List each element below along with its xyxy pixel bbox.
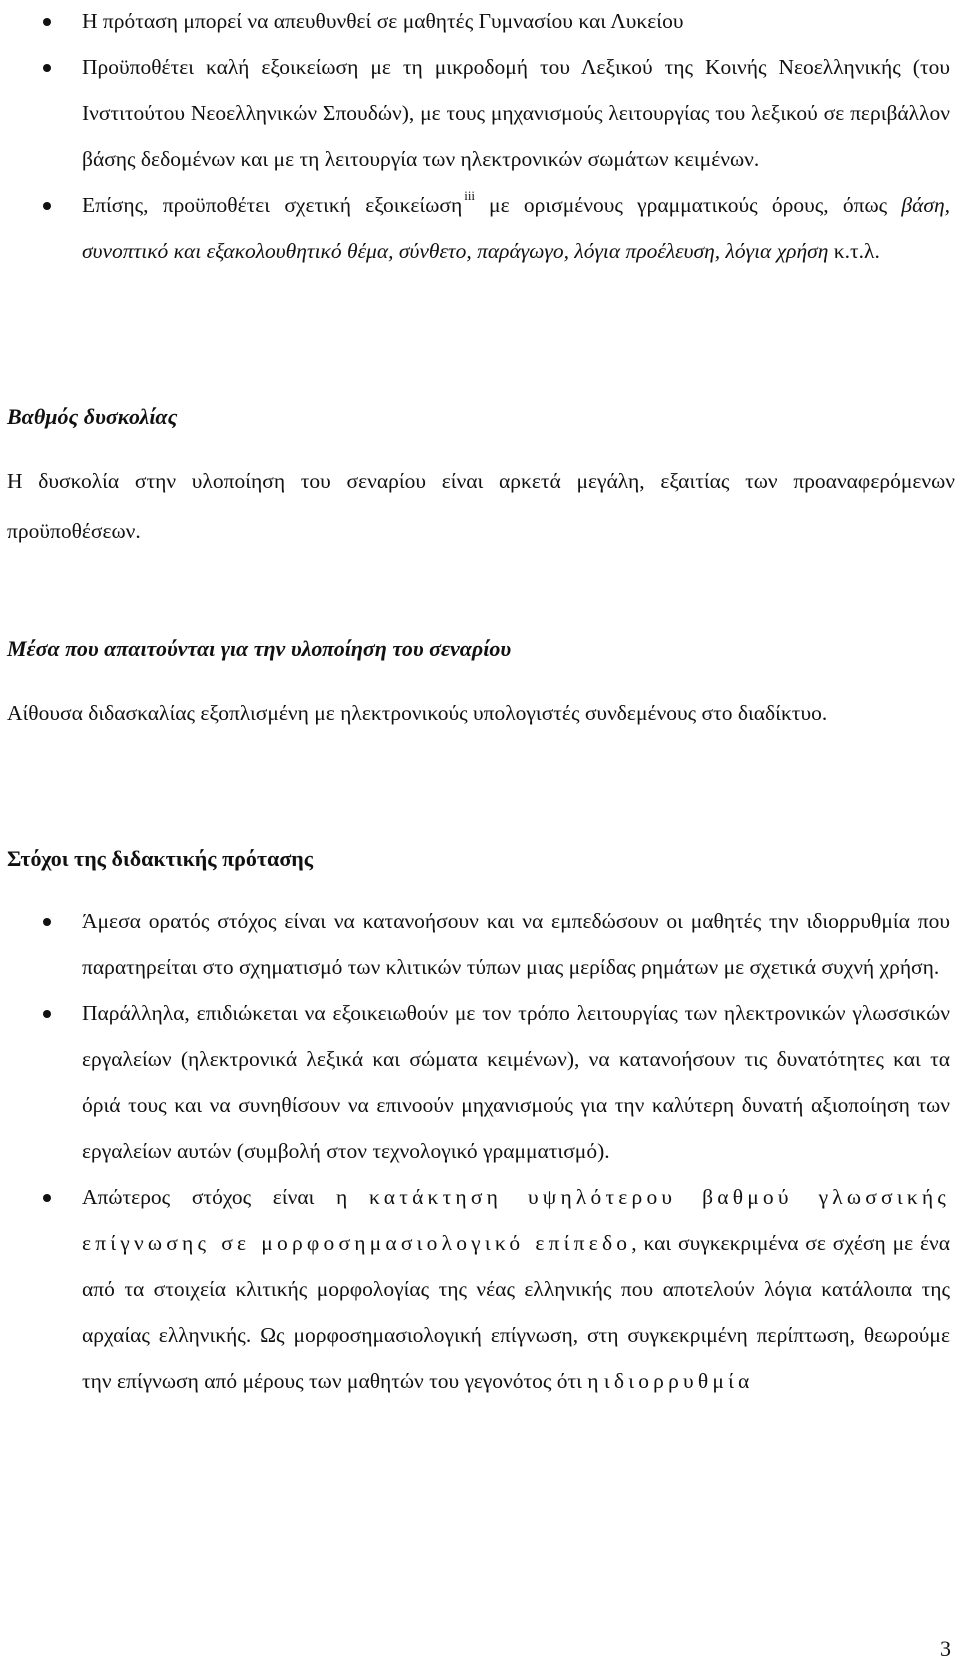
- grammatical-terms: βάση, συνοπτικό και εξακολουθητικό θέμα, σύνθετο, παράγωγο, λόγια προέλευση, λόγια χρήση: [82, 193, 950, 263]
- goals-heading: Στόχοι της διδακτικής πρότασης: [7, 846, 314, 871]
- list-item: Παράλληλα, επιδιώκεται να εξοικειωθούν με τον τρόπο λειτουργίας των ηλεκτρονικών γλωσσικών εργαλείων (ηλεκτρονικά λεξικά και σώματα κειμένων), να κατανοήσουν τις δυνατότητες και τα όριά τους και να συνηθίσουν να επινοούν μηχανισμούς για την καλύτερη δυνατή αξιοποίηση των εργαλείων αυτών (συμβολή στον τεχνολογικό γραμματισμό).: [0, 990, 955, 1174]
- bullet-icon: [43, 1194, 51, 1202]
- list-item: Προϋποθέτει καλή εξοικείωση με τη μικροδομή του Λεξικού της Κοινής Νεοελληνικής (του Ινστιτούτου Νεοελληνικών Σπουδών), με τους μηχανισμούς λειτουργίας του λεξικού σε περιβάλλον βάσης δεδομένων και με τη λειτουργία των ηλεκτρονικών σωμάτων κειμένων.: [0, 44, 955, 182]
- difficulty-paragraph: Η δυσκολία στην υλοποίηση του σεναρίου είναι αρκετά μεγάλη, εξαιτίας των προαναφερόμενων προϋποθέσεων.: [7, 469, 955, 543]
- means-paragraph: Αίθουσα διδασκαλίας εξοπλισμένη με ηλεκτρονικούς υπολογιστές συνδεμένους στο διαδίκτυο.: [7, 701, 828, 725]
- bullet-icon: [43, 918, 51, 926]
- goals-list: [0, 898, 955, 1404]
- bullet-icon: [43, 1010, 51, 1018]
- bullet-icon: [43, 18, 51, 26]
- bullet-icon: [43, 64, 51, 72]
- endnote-marker: iii: [464, 188, 476, 203]
- spaced-emphasis: ιδιορρυθμία: [603, 1369, 754, 1393]
- list-item: Άμεσα ορατός στόχος είναι να κατανοήσουν και να εμπεδώσουν οι μαθητές την ιδιορρυθμία που παρατηρείται στο σχηματισμό των κλιτικών τύπων μιας μερίδας ρημάτων με σχετικά συχνή χρήση.: [0, 898, 955, 990]
- list-item: Η πρόταση μπορεί να απευθυνθεί σε μαθητές Γυμνασίου και Λυκείου: [0, 0, 955, 44]
- page-number: 3: [940, 1636, 951, 1661]
- means-heading: Μέσα που απαιτούνται για την υλοποίηση του σεναρίου: [7, 636, 512, 661]
- list-item: Απώτερος στόχος είναι η κατάκτηση υψηλότερου βαθμού γλωσσικής επίγνωσης σε μορφοσημασιολογικό επίπεδο, και συγκεκριμένα σε σχέση με ένα από τα στοιχεία κλιτικής μορφολογίας της νέας ελληνικής που αποτελούν λόγια κατάλοιπα της αρχαίας ελληνικής. Ως μορφοσημασιολογική επίγνωση, στη συγκεκριμένη περίπτωση, θεωρούμε την επίγνωση από μέρους των μαθητών του γεγονότος ότι η ιδιορρυθμία: [0, 1174, 955, 1404]
- list-item: Επίσης, προϋποθέτει σχετική εξοικείωση $^{iii}$ με ορισμένους γραμματικούς όρους, όπως βάση, συνοπτικό και εξακολουθητικό θέμα, σύνθετο, παράγωγο, λόγια προέλευση, λόγια χρήση κ.τ.λ.: [0, 182, 955, 274]
- prerequisites-list: [0, 0, 955, 274]
- bullet-icon: [43, 202, 51, 210]
- spaced-emphasis: κατάκτηση υψηλότερου βαθμού γλωσσικής επίγνωσης σε μορφοσημασιολογικό επίπεδο: [82, 1185, 951, 1255]
- difficulty-heading: Βαθμός δυσκολίας: [7, 404, 178, 429]
